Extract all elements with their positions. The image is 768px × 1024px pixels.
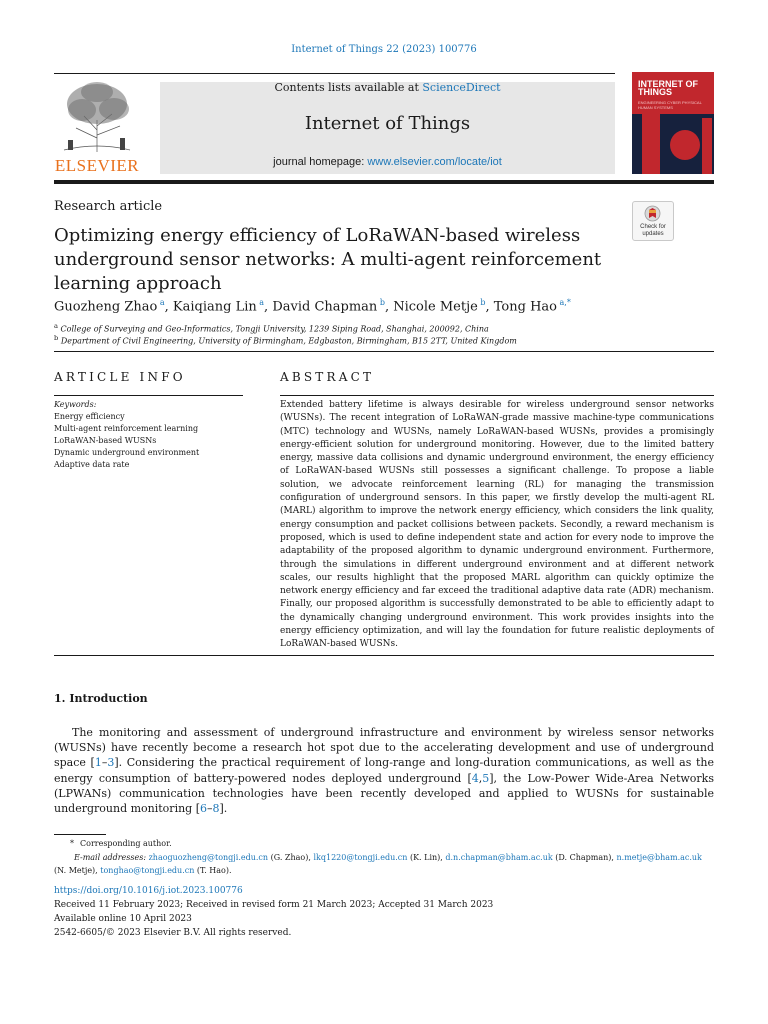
- author-separator: ,: [485, 299, 494, 315]
- email-label: E-mail addresses:: [74, 853, 147, 862]
- keywords-block: [54, 399, 243, 471]
- keywords-label: Keywords:: [54, 400, 97, 409]
- received-dates: Received 11 February 2023; Received in revised form 21 March 2023; Accepted 31 March 2023: [54, 900, 494, 910]
- keyword-item: Multi-agent reinforcement learning: [54, 424, 199, 433]
- elsevier-tree-icon: [54, 80, 140, 154]
- abstract-bottom-rule: [54, 655, 714, 656]
- citation-link[interactable]: 6: [200, 802, 207, 816]
- affiliation-a: [54, 322, 714, 334]
- keyword-item: LoRaWAN-based WUSNs: [54, 436, 157, 445]
- affiliation-a-mark: a: [54, 322, 58, 330]
- journal-title: Internet of Things: [304, 113, 471, 134]
- publisher-wordmark: ELSEVIER: [54, 156, 140, 175]
- email-link[interactable]: lkq1220@tongji.edu.cn: [310, 853, 408, 862]
- email-link[interactable]: tonghao@tongji.edu.cn: [97, 866, 195, 875]
- abstract-text: Extended battery lifetime is always desirable for wireless underground sensor networks (WUSNs). The recent integration of LoRaWAN-grade massive machine-type communications (MTC) technology and WUSNs, namely LoRaWAN-based WUSNs, provides a promisingly energy-efficient solution for underground monitoring. However, due to the limited battery energy, massive data collisions and dynamic underground environment, the energy efficiency of LoRaWAN-based WUSNs still possesses a significant challenge. To propose a liable solution, we advocate reinforcement learning (RL) for managing the transmission configuration of underground sensors. In this paper, we firstly develop the multi-agent RL (MARL) algorithm to improve the network energy efficiency, which considers the link quality, energy consumption and packet collisions between packets. Secondly, a reward mechanism is proposed, which is used to define independent state and action for every node to improve the adaptability of the proposed algorithm to dynamic underground environment. Furthermore, through the simulations in different underground environment and at different network scales, our results highlight that the proposed MARL algorithm can quickly optimize the network energy efficiency and far exceed the traditional adaptive data rate (ADR) mechanism. Finally, our proposed algorithm is successfully demonstrated to be able to efficiently adapt to the dynamically changing underground environment. This work provides insights into the energy efficiency optimization, and will lay the foundation for future realistic deployments of LoRaWAN-based WUSNs.: [280, 400, 714, 650]
- author-name: Kaiqiang Lin: [172, 299, 257, 315]
- affiliation-a-text: College of Surveying and Geo-Informatics, Tongji University, 1239 Siping Road, Shanghai, 200092, China: [60, 324, 489, 334]
- masthead-top-rule: [54, 73, 615, 74]
- email-owner: (K. Lin),: [407, 853, 443, 862]
- doi-link[interactable]: https://doi.org/10.1016/j.iot.2023.100776: [54, 886, 243, 896]
- article-info-rule: [54, 395, 243, 396]
- email-link[interactable]: zhaoguozheng@tongji.edu.cn: [148, 853, 269, 862]
- email-link[interactable]: d.n.chapman@bham.ac.uk: [442, 853, 553, 862]
- keyword-item: Adaptive data rate: [54, 460, 130, 469]
- email-list: [54, 853, 702, 875]
- paragraph-text: ].: [219, 802, 228, 816]
- keyword-item: Energy efficiency: [54, 412, 125, 421]
- citation-link[interactable]: 4: [471, 771, 479, 785]
- abstract-heading: ABSTRACT: [280, 370, 375, 384]
- citation-link[interactable]: 5: [482, 771, 490, 785]
- check-updates-label: Check for updates: [640, 224, 666, 237]
- check-updates-icon: [644, 205, 661, 225]
- cover-subtitle: ENGINEERING CYBER PHYSICAL HUMAN SYSTEMS: [638, 100, 702, 110]
- contents-prefix: Contents lists available at: [274, 81, 423, 94]
- cover-letter-t: [702, 118, 712, 174]
- footnote-mark: *: [70, 839, 74, 848]
- author-affiliation-mark[interactable]: a: [157, 298, 165, 307]
- citation-link[interactable]: 1: [94, 756, 102, 770]
- author-affiliation-mark[interactable]: a: [256, 298, 265, 307]
- affiliation-b-mark: b: [54, 334, 59, 342]
- paragraph-text: –: [101, 756, 108, 770]
- author-name: David Chapman: [272, 299, 378, 315]
- author-separator: ,: [264, 299, 273, 315]
- journal-homepage-line: [160, 156, 615, 168]
- affiliation-b-text: Department of Civil Engineering, University of Birmingham, Edgbaston, Birmingham, B15 2TT, United Kingdom: [60, 336, 517, 346]
- abstract-rule: [280, 395, 714, 396]
- article-info-heading: ARTICLE INFO: [54, 370, 186, 384]
- author-separator: ,: [164, 299, 173, 315]
- contents-lists-line: [160, 81, 615, 94]
- footnote-rule: [54, 834, 106, 835]
- paragraph-text: ]. Considering the practical requirement of long-range and long-duration communications, as well as the energy consumption of battery-powered nodes deployed underground [: [54, 756, 714, 785]
- sciencedirect-link[interactable]: ScienceDirect: [422, 81, 501, 94]
- corresponding-author-note: [54, 839, 714, 848]
- email-owner: (D. Chapman),: [552, 853, 614, 862]
- article-title: Optimizing energy efficiency of LoRaWAN-based wireless underground sensor networks: A multi-agent reinforcement learning approach: [54, 225, 602, 294]
- author-affiliation-mark[interactable]: a,*: [556, 298, 571, 307]
- paragraph-text: ], the Low-Power Wide-Area Networks (LPWANs) communication technologies have been recently developed and applied to WUSNs for sustainable underground monitoring [: [54, 771, 714, 816]
- header-divider: [54, 351, 714, 352]
- available-online-date: Available online 10 April 2023: [54, 914, 192, 924]
- homepage-prefix: journal homepage:: [273, 156, 368, 168]
- article-type: Research article: [54, 199, 163, 214]
- journal-citation[interactable]: Internet of Things 22 (2023) 100776: [291, 44, 477, 55]
- author-name: Guozheng Zhao: [54, 299, 158, 315]
- affiliation-b: [54, 334, 714, 346]
- corresponding-label: Corresponding author.: [80, 839, 172, 848]
- issn-copyright: 2542-6605/© 2023 Elsevier B.V. All rights reserved.: [54, 928, 292, 938]
- author-separator: ,: [384, 299, 394, 315]
- email-addresses: [54, 851, 714, 877]
- cover-letter-bowl: [670, 130, 700, 160]
- citation-link[interactable]: 8: [212, 802, 220, 816]
- elsevier-logo[interactable]: [54, 80, 140, 175]
- check-for-updates-button[interactable]: [632, 201, 674, 241]
- masthead-thick-rule: [54, 180, 714, 184]
- paragraph-text: ,: [478, 771, 483, 785]
- email-owner: (G. Zhao),: [268, 853, 311, 862]
- email-owner: (N. Metje),: [54, 866, 98, 875]
- cover-title: INTERNET OF THINGS: [638, 79, 698, 97]
- paragraph-text: The monitoring and assessment of underground infrastructure and environment by wireless sensor networks (WUSNs) have recently become a research hot spot due to the accelerating development and use of underground space [: [54, 726, 714, 770]
- cover-letter-stem: [642, 102, 660, 174]
- introduction-heading: 1. Introduction: [54, 692, 148, 705]
- introduction-paragraph: [54, 725, 714, 816]
- author-name: Tong Hao: [493, 299, 557, 315]
- author-affiliation-mark[interactable]: b: [377, 298, 385, 307]
- author-affiliation-mark[interactable]: b: [477, 298, 486, 307]
- paragraph-text: –: [207, 802, 213, 816]
- email-owner: (T. Hao).: [194, 866, 232, 875]
- citation-link[interactable]: 3: [107, 756, 115, 770]
- journal-homepage-link[interactable]: www.elsevier.com/locate/iot: [367, 156, 502, 168]
- email-link[interactable]: n.metje@bham.ac.uk: [613, 853, 702, 862]
- keyword-item: Dynamic underground environment: [54, 448, 200, 457]
- journal-cover-thumbnail[interactable]: [632, 72, 714, 174]
- author-name: Nicole Metje: [393, 299, 478, 315]
- author-list: [54, 298, 714, 314]
